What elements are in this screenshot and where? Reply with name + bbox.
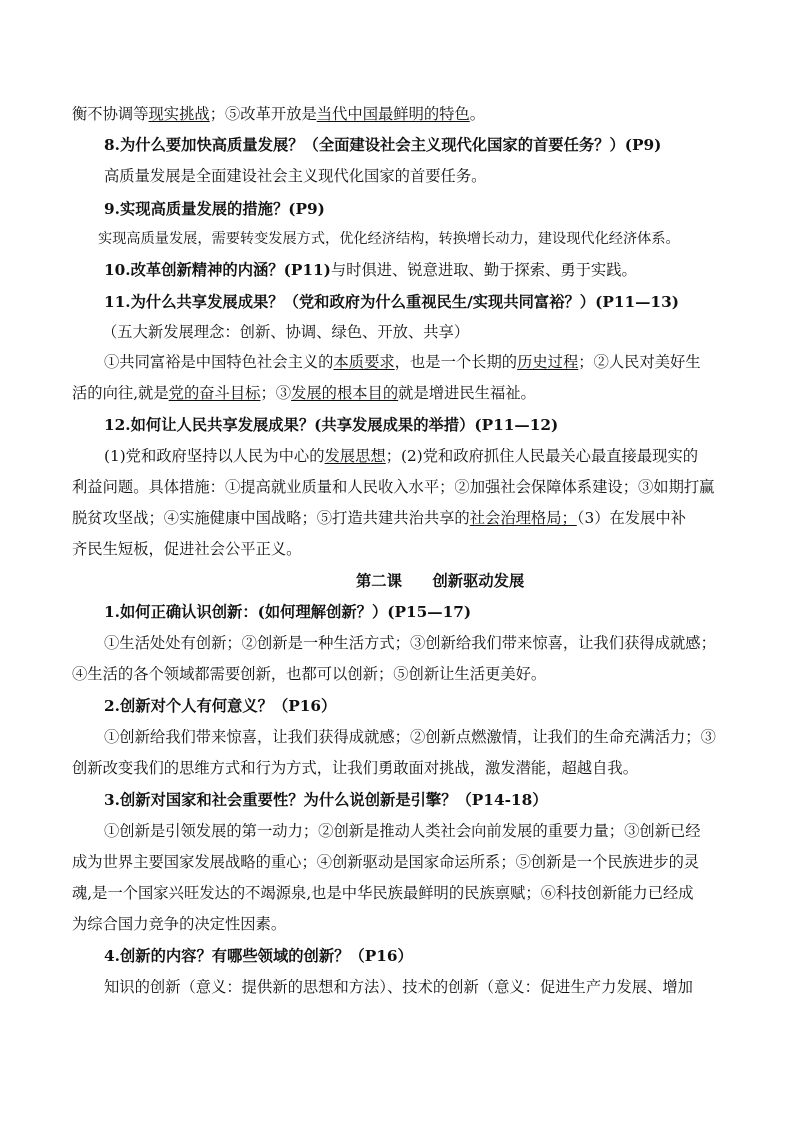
- underlined-term: 社会治理格局；: [469, 509, 577, 527]
- text-span: 活的向往,就是: [72, 384, 169, 402]
- answer-line: 利益问题。具体措施：①提高就业质量和人民收入水平；②加强社会保障体系建设；③如期打赢: [72, 478, 715, 496]
- underlined-term: 历史过程: [517, 353, 579, 371]
- answer-line: ①创新是引领发展的第一动力；②创新是推动人类社会向前发展的重要力量；③创新已经: [104, 822, 701, 840]
- text-span: ；②人民对美好生: [578, 353, 701, 371]
- answer-line: [72, 508, 686, 528]
- text-span: ；③: [260, 384, 292, 402]
- answer-text: 高质量发展是全面建设社会主义现代化国家的首要任务。: [104, 167, 487, 185]
- text-span: 。: [469, 105, 486, 123]
- text-line: [72, 104, 485, 124]
- question-heading: 1.如何正确认识创新：(如何理解创新？）(P15—17): [104, 603, 472, 621]
- text-span: 衡不协调等: [72, 105, 149, 123]
- answer-line: 魂,是一个国家兴旺发达的不竭源泉,也是中华民族最鲜明的民族禀赋；⑥科技创新能力已经成: [72, 884, 694, 902]
- answer-line: [104, 352, 701, 372]
- text-span: ，也是一个长期的: [394, 353, 518, 371]
- answer-text: 与时俱进、锐意进取、勤于探索、勇于实践。: [330, 261, 637, 279]
- answer-line: ①生活处处有创新；②创新是一种生活方式；③创新给我们带来惊喜，让我们获得成就感；: [104, 634, 716, 652]
- answer-text: 实现高质量发展，需要转变发展方式，优化经济结构，转换增长动力，建设现代化经济体系。: [98, 231, 680, 247]
- underlined-term: 发展的根本目的: [291, 384, 399, 402]
- note-text: （五大新发展理念：创新、协调、绿色、开放、共享）: [102, 323, 470, 341]
- question-heading: 10.改革创新精神的内涵？(P11): [104, 261, 331, 279]
- question-heading: 11.为什么共享发展成果？（党和政府为什么重视民生/实现共同富裕？）(P11—13): [104, 293, 679, 311]
- answer-line: ①创新给我们带来惊喜，让我们获得成就感；②创新点燃激情，让我们的生命充满活力；③: [104, 728, 716, 746]
- text-span: (1)党和政府坚持以人民为中心的: [104, 447, 325, 465]
- text-span: 脱贫攻坚战；④实施健康中国战略；⑤打造共建共治共享的: [72, 509, 470, 527]
- answer-line: 齐民生短板，促进社会公平正义。: [72, 540, 302, 558]
- answer-line: 为综合国力竞争的决定性因素。: [72, 915, 287, 933]
- text-span: ；⑤改革开放是: [209, 105, 317, 123]
- text-span: 就是增进民生福祉。: [398, 384, 536, 402]
- text-span: ；(2)党和政府抓住人民最关心最直接最现实的: [385, 447, 699, 465]
- answer-line: 成为世界主要国家发展战略的重心；④创新驱动是国家命运所系；⑤创新是一个民族进步的灵: [72, 853, 700, 871]
- answer-line: 知识的创新（意义：提供新的思想和方法）、技术的创新（意义：促进生产力发展、增加: [104, 978, 693, 996]
- question-heading: 8.为什么要加快高质量发展？（全面建设社会主义现代化国家的首要任务？）(P9): [104, 136, 662, 154]
- underlined-term: 发展思想: [324, 447, 386, 465]
- answer-line: [104, 446, 698, 466]
- underlined-term: 当代中国最鲜明的特色: [316, 105, 470, 123]
- underlined-term: 党的奋斗目标: [168, 384, 261, 402]
- underlined-term: 本质要求: [333, 353, 395, 371]
- question-heading: 9.实现高质量发展的措施？(P9): [104, 200, 325, 218]
- question-heading: 2.创新对个人有何意义？（P16）: [104, 697, 337, 715]
- text-line: [104, 260, 637, 280]
- question-heading: 12.如何让人民共享发展成果？(共享发展成果的举措）(P11—12): [104, 416, 559, 434]
- text-span: （3）在发展中补: [576, 509, 686, 527]
- answer-line: [72, 383, 536, 403]
- question-heading: 4.创新的内容？有哪些领域的创新？（P16）: [104, 947, 413, 965]
- question-heading: 3.创新对国家和社会重要性？为什么说创新是引擎？（P14-18）: [104, 791, 548, 809]
- text-span: ①共同富裕是中国特色社会主义的: [104, 353, 334, 371]
- lesson-title: 第二课 创新驱动发展: [356, 572, 525, 590]
- answer-line: ④生活的各个领域都需要创新，也都可以创新；⑤创新让生活更美好。: [72, 665, 547, 683]
- underlined-term: 现实挑战: [148, 105, 210, 123]
- answer-line: 创新改变我们的思维方式和行为方式，让我们勇敢面对挑战，激发潜能，超越自我。: [72, 759, 638, 777]
